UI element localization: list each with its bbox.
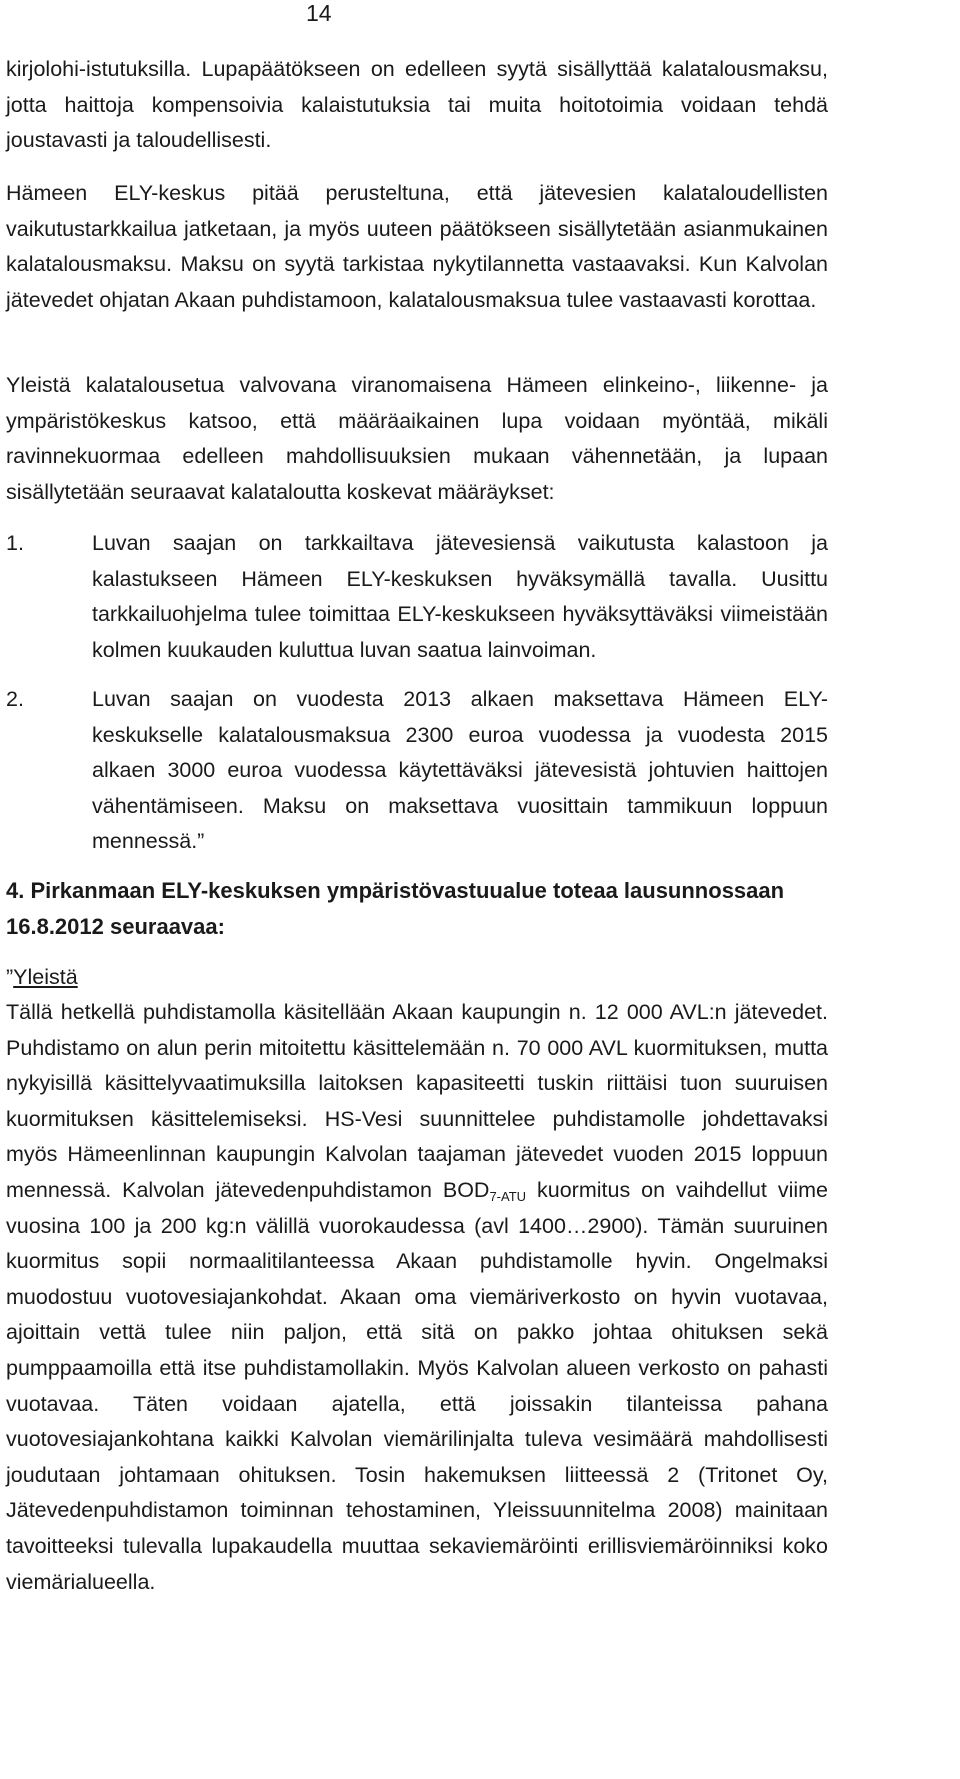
list-item-number: 2.: [6, 687, 24, 711]
paragraph-1: kirjolohi-istutuksilla. Lupapäätökseen on edelleen syytä sisällyttää kalatalousmaksu, jotta haittoja kompensoivia kalaistutuksia tai muita hoitotoimia voidaan tehdä joustavasti ja taloudellisesti.: [6, 57, 828, 153]
list-item: [6, 682, 828, 860]
list-item-number: 1.: [6, 531, 24, 555]
section-heading: 4. Pirkanmaan ELY-keskuksen ympäristövastuualue toteaa lausunnossaan 16.8.2012 seuraavaa:: [6, 878, 785, 939]
paragraph-2: Hämeen ELY-keskus pitää perusteltuna, että jätevesien kalataloudellisten vaikutustarkkailua jatketaan, ja myös uuteen päätökseen sisällytetään asianmukainen kalatalousmaksu. Maksu on syytä tarkistaa nykytilannetta vastaavaksi. Kun Kalvolan jätevedet ohjatan Akaan puhdistamoon, kalatalousmaksua tulee vastaavasti korottaa.: [6, 181, 828, 312]
list-item-text: Luvan saajan on vuodesta 2013 alkaen maksettava Hämeen ELY-keskukselle kalatalousmaksua 2300 euroa vuodessa ja vuodesta 2015 alkaen 3000 euroa vuodessa käytettäväksi jätevesistä johtuvien haittojen vähentämiseen. Maksu on maksettava vuosittain tammikuun loppuun mennessä.”: [92, 687, 828, 854]
bod-subscript: 7-ATU: [489, 1188, 527, 1204]
opening-quote: ”: [6, 965, 14, 989]
paragraph-4-part-1: Tällä hetkellä puhdistamolla käsitellään Akaan kaupungin n. 12 000 AVL:n jätevedet. Puhdistamo on alun perin mitoitettu käsittelemään n. 70 000 AVL kuormituksen, mutta nykyisillä käsittelyvaatimuksilla laitoksen kapasiteetti tuskin riittäisi tuon suuruisen kuormituksen käsittelemiseksi. HS-Vesi suunnittelee puhdistamolle johdettavaksi myös Hämeenlinnan kaupungin Kalvolan taajaman jätevedet vuoden 2015 loppuun mennessä. Kalvolan jätevedenpuhdistamon BOD: [6, 1000, 828, 1202]
page-number: 14: [306, 0, 332, 26]
paragraph-3: Yleistä kalatalousetua valvovana viranomaisena Hämeen elinkeino-, liikenne- ja ympäristökeskus katsoo, että määräaikainen lupa voidaan myöntää, mikäli ravinnekuormaa edelleen mahdollisuuksien mukaan vähennetään, ja lupaan sisällytetään seuraavat kalataloutta koskevat määräykset:: [6, 373, 828, 504]
list-item-text: Luvan saajan on tarkkailtava jätevesiensä vaikutusta kalastoon ja kalastukseen Hämeen ELY-keskuksen hyväksymällä tavalla. Uusittu tarkkailuohjelma tulee toimittaa ELY-keskukseen hyväksyttäväksi viimeistään kolmen kuukauden kuluttua luvan saatua lainvoiman.: [92, 531, 828, 662]
paragraph-4: [6, 995, 828, 1600]
subheading: Yleistä: [13, 965, 78, 989]
subheading-line: [6, 960, 828, 996]
list-item: [6, 526, 828, 668]
paragraph-4-part-2: kuormitus on vaihdellut viime vuosina 100 ja 200 kg:n välillä vuorokaudessa (avl 1400…2900). Tämän suuruinen kuormitus sopii normaalitilanteessa Akaan puhdistamolle hyvin. Ongelmaksi muodostuu vuotovesiajankohdat. Akaan oma viemäriverkosto on hyvin vuotavaa, ajoittain vettä tulee niin paljon, että sitä on pakko johtaa ohituksen sekä pumppaamoilla että itse puhdistamollakin. Myös Kalvolan alueen verkosto on pahasti vuotavaa. Täten voidaan ajatella, että joissakin tilanteissa pahana vuotovesiajankohtana kaikki Kalvolan viemärilinjalta tuleva vesimäärä mahdollisesti joudutaan johtamaan ohituksen. Tosin hakemuksen liitteessä 2 (Tritonet Oy, Jätevedenpuhdistamon toiminnan tehostaminen, Yleissuunnitelma 2008) mainitaan tavoitteeksi tulevalla lupakaudella muuttaa sekaviemäröinti erillisviemäröinniksi koko viemärialueella.: [6, 1177, 828, 1594]
